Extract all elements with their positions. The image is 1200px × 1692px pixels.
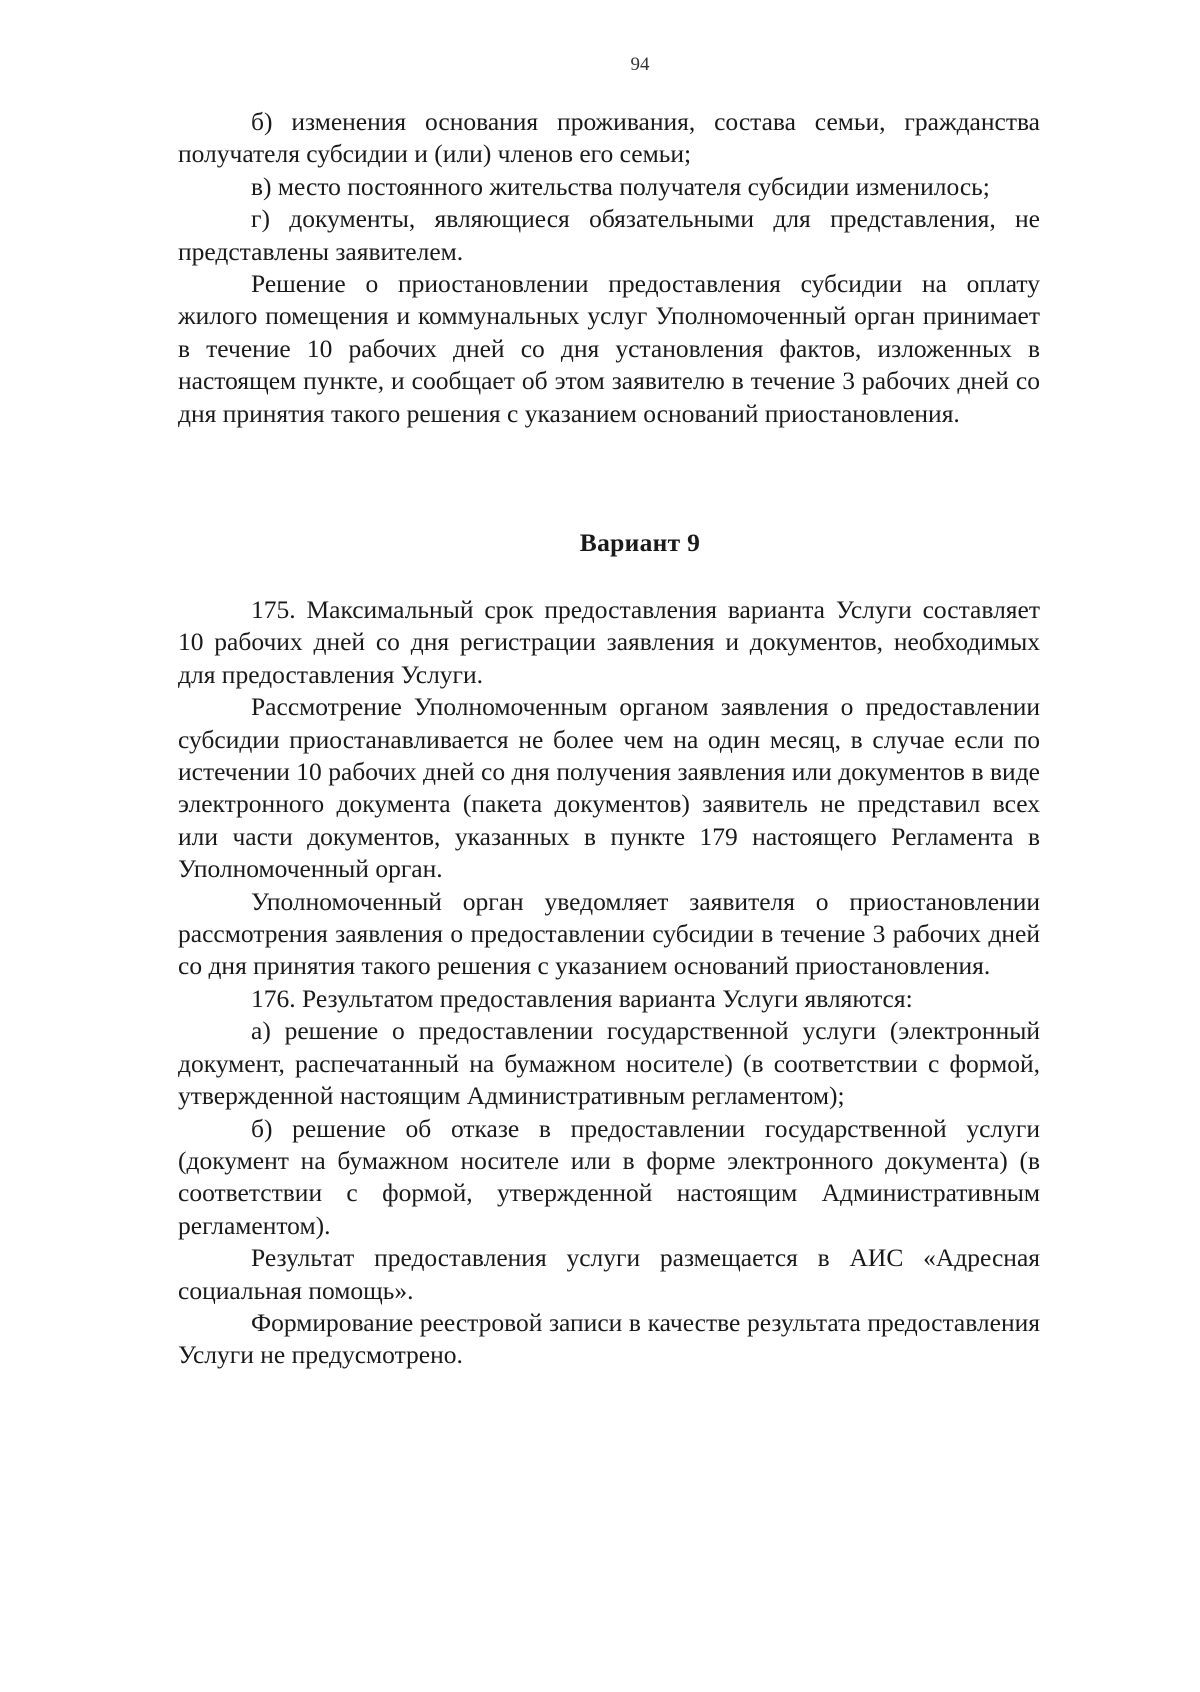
section-text-block: [178, 594, 1040, 1372]
section-heading: Вариант 9: [579, 528, 701, 557]
paragraph-176-a: а) решение о предоставлении государственной услуги (электронный документ, распечатанный на бумажном носителе) (в соответствии с формой, утвержденной настоящим Административным регламентом);: [178, 1016, 1040, 1111]
page-number: 94: [630, 54, 650, 75]
paragraph-176-b: б) решение об отказе в предоставлении государственной услуги (документ на бумажном носителе или в форме электронного документа) (в соответствии с формой, утвержденной настоящим Административным регламентом).: [178, 1113, 1040, 1240]
paragraph-registry-record: Формирование реестровой записи в качестве результата предоставления Услуги не предусмотрено.: [178, 1307, 1040, 1370]
paragraph-result-placement: Результат предоставления услуги размещается в АИС «Адресная социальная помощь».: [178, 1243, 1040, 1305]
paragraph-175: 175. Максимальный срок предоставления варианта Услуги составляет 10 рабочих дней со дня регистрации заявления и документов, необходимых для предоставления Услуги.: [178, 595, 1040, 689]
paragraph-review-suspension: Рассмотрение Уполномоченным органом заявления о предоставлении субсидии приостанавливается не более чем на один месяц, в случае если по истечении 10 рабочих дней со дня получения заявления или документов в виде электронного документа (пакета документов) заявитель не представил всех или части документов, указанных в пункте 179 настоящего Регламента в Уполномоченный орган.: [178, 692, 1040, 884]
top-text-block: [178, 106, 1040, 430]
paragraph-suspension-decision: Решение о приостановлении предоставления субсидии на оплату жилого помещения и коммунальных услуг Уполномоченный орган принимает в течение 10 рабочих дней со дня установления фактов, изложенных в настоящем пункте, и сообщает об этом заявителю в течение 3 рабочих дней со дня принятия такого решения с указанием оснований приостановления.: [178, 269, 1040, 428]
paragraph-notification: Уполномоченный орган уведомляет заявителя о приостановлении рассмотрения заявления о предоставлении субсидии в течение 3 рабочих дней со дня принятия такого решения с указанием оснований приостановления.: [178, 886, 1040, 981]
paragraph-b: б) изменения основания проживания, состава семьи, гражданства получателя субсидии и (или) членов его семьи;: [178, 107, 1040, 169]
paragraph-176: 176. Результатом предоставления варианта Услуги являются:: [251, 983, 913, 1013]
paragraph-g: г) документы, являющиеся обязательными для представления, не представлены заявителем.: [178, 204, 1040, 266]
paragraph-v: в) место постоянного жительства получателя субсидии изменилось;: [251, 171, 990, 201]
